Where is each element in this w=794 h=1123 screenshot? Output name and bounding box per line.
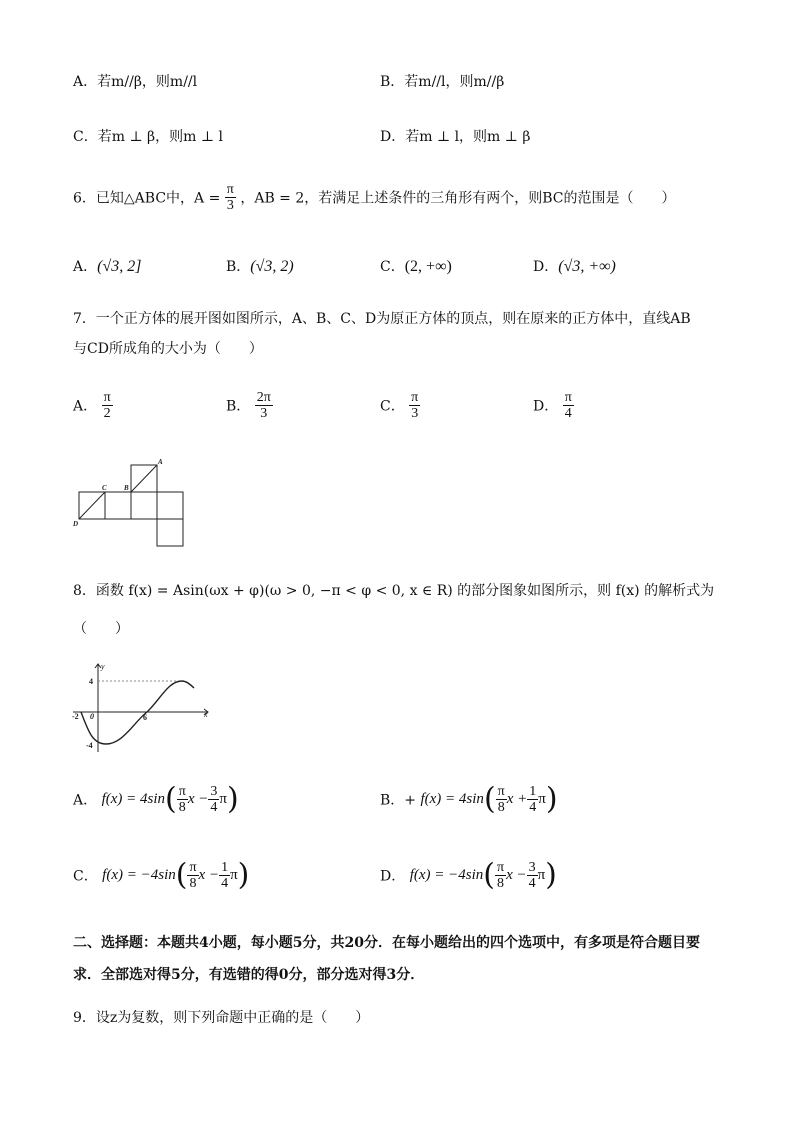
q8-b-lparen: ( <box>483 781 496 817</box>
cube-net-figure <box>70 455 190 550</box>
q8-d-label: D． <box>380 868 406 885</box>
graph-label-y: y <box>101 662 105 671</box>
q8-d-lparen: ( <box>483 857 495 893</box>
q8-stem-line1: 8．函数 f(x) = Asin(ωx + φ)(ω > 0, −π < φ < 0, x ∈ R) 的部分图象如图所示，则 f(x) 的解析式为 <box>73 583 715 599</box>
q8-c-frac2 <box>219 860 230 891</box>
q7-option-d-fraction <box>563 390 574 421</box>
q7-option-c-label: C． <box>380 398 405 415</box>
q8-b-frac1 <box>496 784 507 815</box>
net-label-d: D <box>73 520 79 528</box>
q7-stem-line2: 与CD所成角的大小为（ ） <box>73 341 263 357</box>
q6-option-b-label: B． <box>226 259 251 275</box>
q7-option-b <box>226 390 273 421</box>
q5-option-d-label: D． <box>380 129 406 145</box>
q8-d-frac2 <box>527 860 538 891</box>
q7-option-a-fraction <box>102 390 113 421</box>
q6-stem <box>73 182 676 213</box>
q6-option-c-value: (2, +∞) <box>404 258 452 275</box>
q8-c-rparen: ) <box>237 857 250 893</box>
q5-option-b-body: 若m//l，则m//β <box>404 74 505 90</box>
q8-c-mid: x − <box>198 867 220 883</box>
q8-d-rparen: ) <box>545 857 557 893</box>
q8-d-mid: x − <box>506 867 527 883</box>
q7-option-c-fraction <box>409 390 420 421</box>
q8-c-label: C． <box>73 868 98 885</box>
q6-stem-a: 6．已知△ABC中，A = <box>73 190 221 207</box>
q8-a-lparen: ( <box>165 781 177 817</box>
q8-a-n1: π <box>178 784 186 799</box>
graph-label-neg2: -2 <box>72 712 79 721</box>
q8-a-d1: 8 <box>178 800 186 815</box>
q6-option-a-label: A． <box>73 259 98 275</box>
q8-option-a <box>73 781 239 817</box>
q8-b-tail: π <box>538 791 546 807</box>
q8-c-d2: 4 <box>221 876 229 891</box>
q8-d-d2: 4 <box>528 876 536 891</box>
q8-a-d2: 4 <box>210 800 218 815</box>
q6-angle-fraction <box>225 182 236 213</box>
q8-b-n1: π <box>497 784 505 799</box>
q7-option-d-label: D． <box>533 398 559 415</box>
q8-c-lhs: f(x) = −4sin <box>102 867 176 883</box>
net-square-3 <box>131 492 157 519</box>
net-square-4 <box>157 492 183 519</box>
graph-label-0: 0 <box>90 712 94 721</box>
q5-option-a-text: A． <box>73 74 98 90</box>
q8-option-d <box>380 857 557 893</box>
q8-b-frac2 <box>527 784 538 815</box>
q7-c-den: 3 <box>411 406 419 421</box>
q5-option-c-body: 若m ⊥ β，则m ⊥ l <box>97 129 223 145</box>
q6-option-d <box>533 256 616 276</box>
q7-option-b-label: B． <box>226 398 251 415</box>
q8-c-n1: π <box>189 860 197 875</box>
q7-b-num: 2π <box>256 390 271 405</box>
q8-b-mid: x + <box>506 791 528 807</box>
q8-b-label: B．+ <box>380 792 417 809</box>
q5-option-c-label: C． <box>73 129 98 145</box>
q7-a-num: π <box>103 390 111 405</box>
q8-a-tail: π <box>219 791 227 807</box>
q6-option-d-value: (√3, +∞) <box>558 258 616 275</box>
q6-option-d-label: D． <box>533 259 559 275</box>
q8-d-n2: 3 <box>528 860 536 875</box>
q8-b-lhs: f(x) = 4sin <box>420 791 484 807</box>
q7-option-a <box>73 390 113 421</box>
q6-option-b-value: (√3, 2) <box>250 258 294 275</box>
q7-stem-line1: 7．一个正方体的展开图如图所示，A、B、C、D为原正方体的顶点，则在原来的正方体中，直线AB <box>73 311 691 327</box>
q6-stem-b: ，AB = 2，若满足上述条件的三角形有两个，则BC的范围是（ ） <box>240 190 676 207</box>
q7-b-den: 3 <box>260 406 268 421</box>
q7-option-d <box>533 390 574 421</box>
q8-c-n2: 1 <box>221 860 229 875</box>
q8-b-n2: 1 <box>529 784 537 799</box>
q8-c-d1: 8 <box>189 876 197 891</box>
q8-b-d2: 4 <box>529 800 537 815</box>
q7-a-den: 2 <box>103 406 111 421</box>
q8-c-lparen: ( <box>175 857 188 893</box>
q8-option-b <box>380 781 558 817</box>
q7-option-b-fraction <box>255 390 273 421</box>
sine-graph-figure <box>68 660 218 755</box>
graph-label-4: 4 <box>89 677 93 686</box>
q8-d-tail: π <box>537 867 546 883</box>
q6-option-c <box>380 256 452 276</box>
q6-option-c-label: C． <box>380 259 405 275</box>
q8-d-n1: π <box>496 860 505 875</box>
q6-option-a-value: (√3, 2] <box>97 258 142 275</box>
net-square-bottom <box>157 519 183 546</box>
q8-option-c <box>73 857 250 893</box>
q7-option-c <box>380 390 420 421</box>
q8-a-label: A． <box>73 792 98 809</box>
net-square-2 <box>105 492 131 519</box>
q8-c-tail: π <box>230 867 238 883</box>
net-label-b: B <box>124 484 129 492</box>
graph-label-6: 6 <box>143 713 147 722</box>
q5-option-b-label: B． <box>380 74 405 90</box>
net-diagonal-cd <box>79 492 105 519</box>
q8-b-rparen: ) <box>545 781 558 817</box>
q8-a-lhs: f(x) = 4sin <box>101 791 166 807</box>
q5-option-b <box>380 71 504 91</box>
q8-a-frac1 <box>177 784 188 815</box>
q8-a-mid: x − <box>187 791 209 807</box>
q8-a-rparen: ) <box>226 781 239 817</box>
net-label-a: A <box>158 458 163 466</box>
q6-angle-den: 3 <box>226 198 234 213</box>
q8-d-d1: 8 <box>497 876 505 891</box>
q8-d-frac1 <box>495 860 506 891</box>
q8-a-frac2 <box>208 784 219 815</box>
q8-c-frac1 <box>187 860 198 891</box>
graph-label-x: x <box>204 710 208 719</box>
q5-option-a <box>73 71 197 91</box>
q7-option-a-label: A． <box>73 398 98 415</box>
q6-option-a <box>73 256 141 276</box>
q8-b-d1: 8 <box>497 800 505 815</box>
q9-stem: 9．设z为复数，则下列命题中正确的是（ ） <box>73 1010 370 1026</box>
section2-heading-line1: 二、选择题：本题共4小题，每小题5分，共20分．在每小题给出的四个选项中，有多项是符合题目要 <box>73 935 700 951</box>
section2-heading-line2: 求．全部选对得5分，有选错的得0分，部分选对得3分． <box>73 967 425 983</box>
q6-angle-num: π <box>226 182 234 197</box>
q8-stem-line2: （ ） <box>73 621 129 637</box>
q6-option-b <box>226 256 294 276</box>
q7-d-num: π <box>564 390 572 405</box>
q8-a-n2: 3 <box>210 784 218 799</box>
graph-label-neg4: -4 <box>86 741 93 750</box>
q5-option-d-body: 若m ⊥ l，则m ⊥ β <box>405 129 531 145</box>
q5-option-d <box>380 126 531 146</box>
q7-d-den: 4 <box>564 406 572 421</box>
q8-d-lhs: f(x) = −4sin <box>409 867 484 883</box>
q5-option-c <box>73 126 223 146</box>
net-diagonal-ab <box>131 465 157 492</box>
q7-c-num: π <box>411 390 419 405</box>
net-label-c: C <box>102 484 107 492</box>
q5-option-a-body: 若m//β，则m//l <box>97 74 198 90</box>
